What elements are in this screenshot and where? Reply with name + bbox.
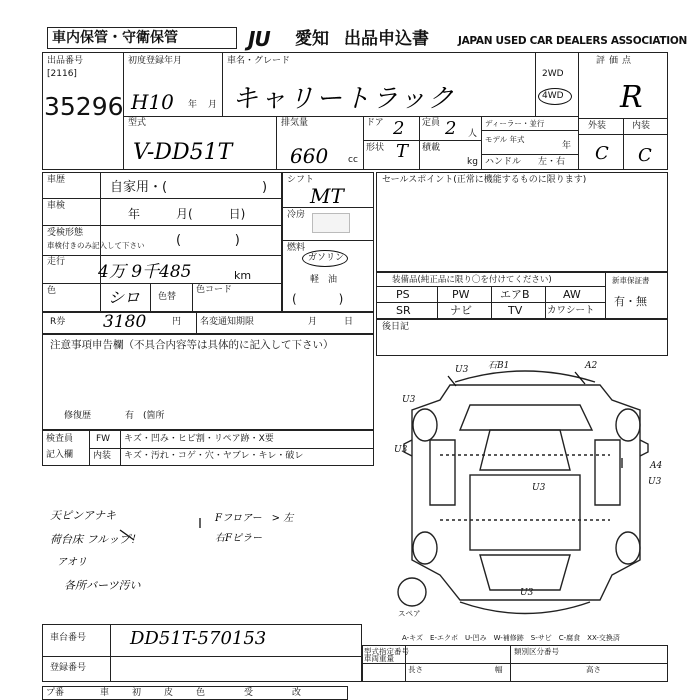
fw-items: キズ・凹み・ヒビ割・リペア跡・X要 bbox=[124, 434, 274, 444]
wheel-front-right bbox=[616, 409, 640, 441]
name-change-value: 月 日 bbox=[308, 317, 354, 327]
grade-value: R bbox=[620, 80, 643, 115]
association-english: JAPAN USED CAR DEALERS ASSOCIATION bbox=[458, 35, 687, 47]
displacement-label: 排気量 bbox=[281, 118, 309, 128]
bottom-cell-4: 皮 bbox=[164, 688, 174, 698]
damage-mark-4: U3 bbox=[402, 395, 416, 405]
chassis-label: 車台番号 bbox=[50, 633, 87, 643]
received-note: 車検付きのみ記入して下さい bbox=[47, 241, 145, 250]
bottom-cell-1: プ番 bbox=[46, 688, 65, 698]
shape-value: T bbox=[396, 141, 409, 162]
cargo-bed bbox=[470, 475, 580, 550]
damage-mark-9: U3 bbox=[520, 588, 534, 598]
shape-label: 形状 bbox=[366, 143, 385, 153]
width-label: 幅 bbox=[495, 665, 503, 674]
front-bumper bbox=[455, 371, 595, 382]
load-unit: kg bbox=[467, 157, 478, 167]
notes-label: 注意事項申告欄（不具合内容等は具体的に記入して下さい） bbox=[50, 339, 334, 351]
recycle-unit: 円 bbox=[172, 317, 182, 327]
damage-mark-6: U3 bbox=[532, 483, 546, 493]
color-value: シロ bbox=[108, 288, 141, 307]
wheel-front-left bbox=[413, 409, 437, 441]
fw-label: FW bbox=[96, 434, 111, 444]
pillar-note: 右Fピラー bbox=[215, 533, 262, 544]
damage-mark-1: U3 bbox=[455, 365, 469, 375]
first-reg-year-suffix: 年 bbox=[188, 100, 198, 110]
damage-mark-8: U3 bbox=[648, 477, 662, 487]
bottom-cell-2: 車 bbox=[100, 688, 110, 698]
damage-mark-5: U3 bbox=[394, 445, 408, 455]
chassis-value: DD51T-570153 bbox=[130, 628, 267, 649]
right-door bbox=[595, 440, 620, 505]
handwritten-note-2: 荷台床 フルップ！ bbox=[50, 533, 142, 546]
storage-label: 車内保管・守衛保管 bbox=[52, 30, 178, 46]
displacement-value: 660 bbox=[290, 144, 329, 168]
use-close-paren: ) bbox=[262, 180, 268, 195]
pen-stroke-1 bbox=[448, 376, 456, 386]
inspector-label-2: 記入欄 bbox=[46, 450, 74, 460]
handwritten-note-1: 天ピンアナキ bbox=[50, 509, 116, 522]
inspection-value: 年 月( 日) bbox=[128, 207, 246, 221]
pen-stroke-2 bbox=[575, 372, 585, 384]
designation-label: 型式指定番号 bbox=[364, 647, 409, 656]
designation-sub: 車両重量 bbox=[364, 654, 394, 663]
first-reg-label: 初度登録年月 bbox=[128, 56, 183, 66]
color-label: 色 bbox=[47, 286, 57, 296]
sales-points-block bbox=[376, 172, 668, 272]
displacement-unit: cc bbox=[348, 155, 358, 165]
repair-value: 有 (箇所 bbox=[125, 411, 165, 421]
roof bbox=[460, 405, 592, 430]
height-label: 高さ bbox=[586, 665, 601, 674]
exterior-value: C bbox=[595, 143, 609, 164]
use-value: 自家用・( bbox=[110, 180, 168, 195]
model-year-label: モデル 年式 bbox=[485, 135, 525, 144]
color-change-label: 色替 bbox=[158, 292, 177, 302]
equipment-label: 装備品(純正品に限り〇を付けてください) bbox=[392, 275, 552, 285]
handwritten-note-4: 各所バーツ汚い bbox=[64, 579, 141, 592]
inspector-label: 検査員 bbox=[46, 434, 74, 444]
equip-aw: AW bbox=[563, 288, 581, 301]
warranty-label: 新車保証書 bbox=[612, 276, 650, 285]
fuel-other: 軽 油 bbox=[310, 275, 338, 285]
grade-label: 評価点 bbox=[596, 56, 636, 66]
classification-label: 類別区分番号 bbox=[514, 647, 559, 656]
drive-4wd: 4WD bbox=[542, 91, 564, 101]
handle-options: 左・右 bbox=[538, 157, 566, 167]
sales-points-label: セールスポイント(正常に機能するものに限ります) bbox=[382, 175, 587, 185]
bottom-row bbox=[42, 686, 348, 700]
received-paren: ( ) bbox=[176, 233, 240, 248]
bottom-cell-5: 色 bbox=[196, 688, 206, 698]
repair-label: 修復歴 bbox=[64, 411, 92, 421]
damage-legend: A-キズ E-エクボ U-凹み W-補修跡 S-サビ C-腐食 XX-交換済 bbox=[402, 634, 620, 642]
drive-2wd: 2WD bbox=[542, 69, 564, 79]
equip-navi: ナビ bbox=[450, 304, 472, 317]
capacity-unit: 人 bbox=[468, 129, 478, 139]
dealer-label: ディーラー・並行 bbox=[485, 119, 545, 128]
load-label: 積載 bbox=[422, 143, 441, 153]
interior-items: キズ・汚れ・コゲ・穴・ヤブレ・キレ・破レ bbox=[124, 451, 304, 461]
equip-ps: PS bbox=[396, 288, 410, 301]
color-code-label: 色コード bbox=[196, 285, 233, 295]
first-reg-value: H10 bbox=[131, 90, 174, 114]
wheel-rear-right bbox=[616, 532, 640, 564]
equip-tv: TV bbox=[508, 304, 523, 317]
after-date-label: 後日記 bbox=[382, 322, 410, 332]
rear-bumper bbox=[460, 602, 590, 614]
listing-number: 35296 bbox=[44, 92, 124, 121]
exterior-label: 外装 bbox=[588, 121, 607, 131]
recycle-label: R券 bbox=[50, 317, 66, 327]
listing-number-label: 出品番号 bbox=[47, 56, 84, 66]
fuel-label: 燃料 bbox=[287, 243, 306, 253]
fuel-paren: ( ) bbox=[292, 292, 344, 306]
use-label: 車歴 bbox=[47, 175, 66, 185]
right-mirror bbox=[640, 440, 648, 456]
model-year-suffix: 年 bbox=[562, 141, 572, 151]
bottom-cell-6: 受 bbox=[244, 688, 254, 698]
model-name-value: キャリートラック bbox=[232, 84, 456, 114]
equip-sr: SR bbox=[396, 304, 411, 317]
shift-label: シフト bbox=[287, 175, 315, 185]
listing-code: [2116] bbox=[47, 69, 77, 79]
registration-label: 登録番号 bbox=[50, 663, 87, 673]
length-label: 長さ bbox=[408, 665, 423, 674]
capacity-label: 定員 bbox=[422, 118, 441, 128]
interior-row-label: 内装 bbox=[93, 451, 112, 461]
doors-value: 2 bbox=[393, 118, 405, 139]
handle-label: ハンドル bbox=[485, 157, 522, 167]
equip-airbag: エアB bbox=[500, 288, 530, 301]
received-label: 受検形態 bbox=[47, 228, 84, 238]
bottom-cell-7: 改 bbox=[292, 688, 302, 698]
fuel-value: ガソリン bbox=[308, 253, 345, 263]
model-name-label: 車名・グレード bbox=[227, 56, 291, 66]
tailgate bbox=[480, 555, 570, 590]
ac-label: 冷房 bbox=[287, 210, 306, 220]
interior-value: C bbox=[638, 145, 652, 166]
warranty-options: 有・無 bbox=[614, 295, 647, 308]
bottom-cell-3: 初 bbox=[132, 688, 142, 698]
left-mirror bbox=[404, 440, 412, 456]
wheel-rear-left bbox=[413, 532, 437, 564]
damage-mark-3: A2 bbox=[585, 361, 598, 371]
doors-label: ドア bbox=[366, 118, 384, 128]
damage-mark-7: A4 bbox=[650, 461, 663, 471]
ac-blank bbox=[312, 213, 350, 233]
left-door bbox=[430, 440, 455, 505]
floor-note: Fフロアー > 左 bbox=[215, 513, 294, 524]
cab bbox=[480, 430, 570, 470]
spare-label: スペア bbox=[398, 609, 421, 618]
type-label: 型式 bbox=[128, 118, 147, 128]
mileage-value: 4万 9千485 bbox=[98, 262, 192, 282]
form-title: 出品申込書 bbox=[344, 29, 429, 49]
name-change-label: 名変通知期限 bbox=[200, 317, 255, 327]
capacity-value: 2 bbox=[445, 118, 457, 139]
ju-logo: JU bbox=[248, 27, 270, 51]
spare-tire bbox=[398, 578, 426, 606]
body-outline bbox=[412, 385, 640, 600]
mileage-unit: km bbox=[234, 269, 252, 282]
equip-pw: PW bbox=[452, 288, 470, 301]
type-value: V-DD51T bbox=[133, 140, 233, 165]
interior-label: 内装 bbox=[632, 121, 651, 131]
shift-value: MT bbox=[310, 184, 344, 208]
mileage-label: 走行 bbox=[47, 257, 66, 267]
inspection-label: 車検 bbox=[47, 201, 66, 211]
after-date-block bbox=[376, 319, 668, 356]
damage-mark-2: 石B1 bbox=[488, 361, 510, 371]
association-name: 愛知 bbox=[295, 29, 329, 49]
recycle-value: 3180 bbox=[103, 312, 147, 332]
handwritten-note-3: アオリ bbox=[57, 557, 87, 568]
equip-leather: カワシート bbox=[547, 305, 595, 316]
first-reg-month-suffix: 月 bbox=[208, 100, 218, 110]
